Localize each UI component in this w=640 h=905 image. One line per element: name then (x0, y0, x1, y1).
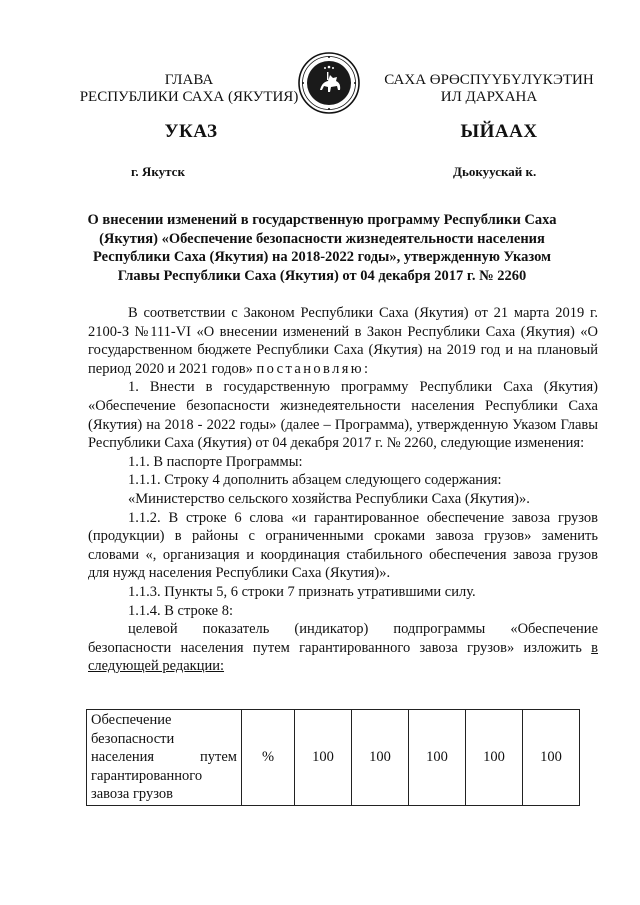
decree-word: постановляю: (256, 360, 371, 377)
doc-type-left: УКАЗ (164, 121, 218, 142)
doc-type-right: ЫЙААХ (460, 121, 538, 142)
indicator-table (86, 709, 580, 806)
table-cell-value: 100 (352, 710, 409, 806)
indicator-underlined: в следующей редакции: (88, 639, 598, 675)
paragraph-quote: «Министерство сельского хозяйства Республики Саха (Якутия)». (128, 490, 530, 507)
header-left-line1: ГЛАВА (164, 72, 214, 88)
paragraph-item-1-1-4: 1.1.4. В строке 8: (128, 602, 234, 619)
preamble-text: В соответствии с Законом Республики Саха (Якутия) от 21 марта 2019 г. 2100-З №111-VI «О внесении изменений в Закон Республики Саха (Якутия) «О государственном бюджете Республики Саха (Якутия) на 2019 год и на плановый период 2020 и 2021 годов» (88, 305, 598, 377)
coat-of-arms-emblem (298, 52, 360, 114)
table-cell-value: 100 (409, 710, 466, 806)
header-left-line2: РЕСПУБЛИКИ САХА (ЯКУТИЯ) (79, 89, 299, 105)
header-left (74, 72, 304, 106)
table-cell-unit: % (242, 710, 295, 806)
table-cell-name: Обеспечение безопасности населения путем гарантированного завоза грузов (87, 710, 242, 806)
indicator-text: целевой показатель (индикатор) подпрограммы «Обеспечение безопасности населения путем гарантированного завоза грузов» изложить (88, 621, 598, 656)
table-cell-value: 100 (295, 710, 352, 806)
table-cell-value: 100 (523, 710, 580, 806)
paragraph-item-1-1-3: 1.1.3. Пункты 5, 6 строки 7 признать утратившими силу. (128, 583, 476, 600)
paragraph-item-1-1-2: 1.1.2. В строке 6 слова «и гарантированное обеспечение завоза грузов (продукции) в районы с ограниченными сроками завоза грузов» заменить словами «, организация и координация стабильного обеспечения завоза грузов для нужд населения Республики Саха (Якутия)». (88, 509, 598, 582)
paragraph-preamble (88, 304, 598, 378)
header-right-line1: САХА ӨРӨСПҮҮБҮЛҮКЭТИН (384, 72, 594, 88)
paragraph-item-1: 1. Внести в государственную программу Республики Саха (Якутия) «Обеспечение безопасности жизнедеятельности населения Республики Саха (Якутия) на 2018 - 2022 годы» (далее – Программа), утвержденную Указом Главы Республики Саха (Якутия) от 04 декабря 2017 г. № 2260, следующие изменения: (88, 379, 598, 452)
paragraph-indicator (88, 620, 598, 676)
header-right-line2: ИЛ ДАРХАНА (440, 89, 538, 105)
document-body (88, 304, 598, 676)
header-right (374, 72, 604, 106)
table-cell-value: 100 (466, 710, 523, 806)
paragraph-item-1-1-1: 1.1.1. Строку 4 дополнить абзацем следующего содержания: (128, 472, 502, 489)
city-left: г. Якутск (131, 164, 185, 179)
paragraph-item-1-1: 1.1. В паспорте Программы: (128, 453, 303, 470)
table-row (87, 710, 580, 806)
document-title: О внесении изменений в государственную программу Республики Саха (Якутия) «Обеспечение безопасности жизнедеятельности населения Республики Саха (Якутия) на 2018-2022 годы», утвержденную Указом Главы Республики Саха (Якутия) от 04 декабря 2017 г. № 2260 (87, 212, 557, 284)
city-right: Дьокуускай к. (453, 164, 537, 179)
